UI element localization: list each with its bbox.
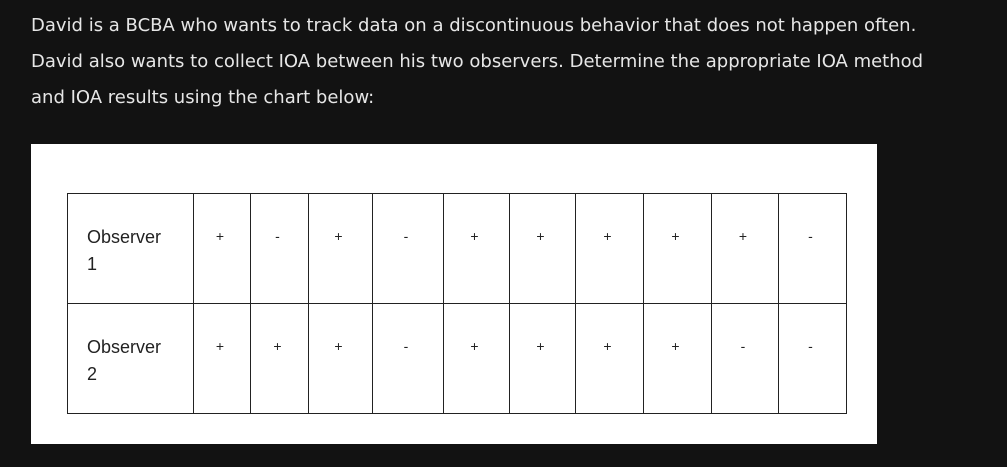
observer-2-interval-3: +	[309, 304, 373, 414]
observer-2-interval-5: +	[444, 304, 510, 414]
observer-1-label: Observer	[87, 227, 162, 247]
question-text	[31, 8, 991, 116]
ioa-table	[67, 193, 847, 414]
observer-1-interval-7: +	[576, 194, 644, 304]
question-line-2: David also wants to collect IOA between his two observers. Determine the appropriate IOA method	[31, 51, 924, 72]
observer-1-interval-8: +	[644, 194, 712, 304]
observer-2-interval-6: +	[510, 304, 576, 414]
observer-1-row	[68, 194, 847, 304]
observer-2-number: 2	[87, 364, 98, 384]
observer-1-label-cell	[68, 194, 194, 304]
question-line-3: and IOA results using the chart below:	[31, 87, 375, 108]
observer-1-interval-10: -	[779, 194, 847, 304]
observer-1-interval-2: -	[251, 194, 309, 304]
observer-2-label-cell	[68, 304, 194, 414]
observer-1-interval-5: +	[444, 194, 510, 304]
observer-1-number: 1	[87, 254, 98, 274]
observer-2-row	[68, 304, 847, 414]
observer-1-interval-6: +	[510, 194, 576, 304]
observer-1-interval-1: +	[194, 194, 251, 304]
observer-2-label: Observer	[87, 337, 162, 357]
observer-2-interval-9: -	[712, 304, 779, 414]
ioa-chart-image	[31, 144, 877, 444]
observer-2-interval-10: -	[779, 304, 847, 414]
observer-1-interval-9: +	[712, 194, 779, 304]
observer-2-interval-4: -	[373, 304, 444, 414]
question-line-1: David is a BCBA who wants to track data on a discontinuous behavior that does not happen often.	[31, 15, 917, 36]
observer-2-interval-7: +	[576, 304, 644, 414]
observer-2-interval-8: +	[644, 304, 712, 414]
observer-2-interval-2: +	[251, 304, 309, 414]
observer-1-interval-4: -	[373, 194, 444, 304]
observer-2-interval-1: +	[194, 304, 251, 414]
observer-1-interval-3: +	[309, 194, 373, 304]
